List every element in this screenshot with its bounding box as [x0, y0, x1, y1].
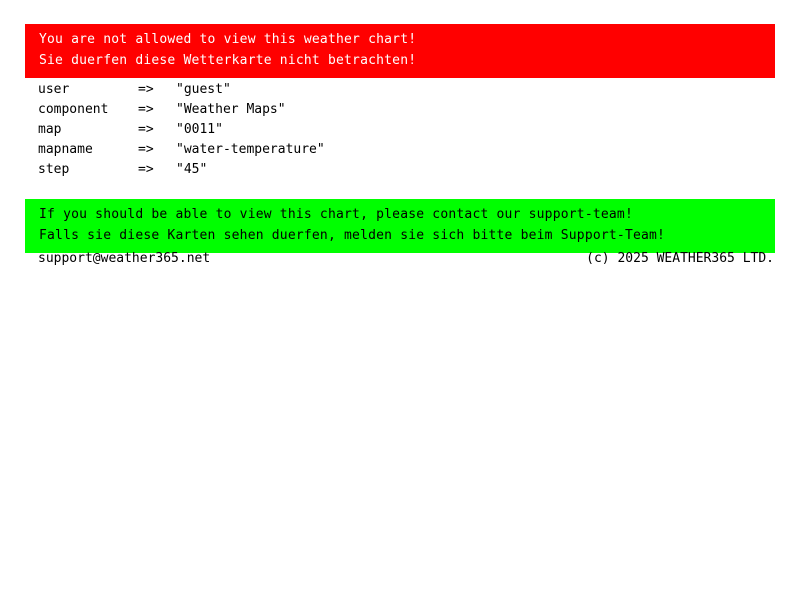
parameter-value: "45" [176, 162, 208, 177]
parameter-row-map [38, 120, 738, 140]
parameter-list [38, 80, 738, 180]
support-email-link[interactable]: support@weather365.net [38, 251, 211, 266]
parameter-arrow: => [138, 122, 154, 137]
parameter-key: user [38, 82, 70, 97]
parameter-key: mapname [38, 142, 93, 157]
parameter-row-step [38, 160, 738, 180]
parameter-row-component [38, 100, 738, 120]
parameter-value: "Weather Maps" [176, 102, 286, 117]
parameter-value: "guest" [176, 82, 231, 97]
error-banner [25, 24, 775, 78]
parameter-row-user [38, 80, 738, 100]
copyright-text: (c) 2025 WEATHER365 LTD. [586, 251, 774, 266]
parameter-value: "water-temperature" [176, 142, 325, 157]
info-banner-line-de: Falls sie diese Karten sehen duerfen, melden sie sich bitte beim Support-Team! [39, 228, 666, 243]
info-banner [25, 199, 775, 253]
parameter-arrow: => [138, 82, 154, 97]
parameter-value: "0011" [176, 122, 223, 137]
parameter-key: step [38, 162, 70, 177]
parameter-arrow: => [138, 102, 154, 117]
info-banner-line-en: If you should be able to view this chart, please contact our support-team! [39, 207, 633, 222]
error-banner-line-de: Sie duerfen diese Wetterkarte nicht betrachten! [39, 53, 417, 68]
footer [38, 250, 774, 268]
parameter-row-mapname [38, 140, 738, 160]
parameter-key: map [38, 122, 62, 137]
parameter-arrow: => [138, 162, 154, 177]
error-banner-line-en: You are not allowed to view this weather chart! [39, 32, 417, 47]
parameter-key: component [38, 102, 109, 117]
parameter-arrow: => [138, 142, 154, 157]
